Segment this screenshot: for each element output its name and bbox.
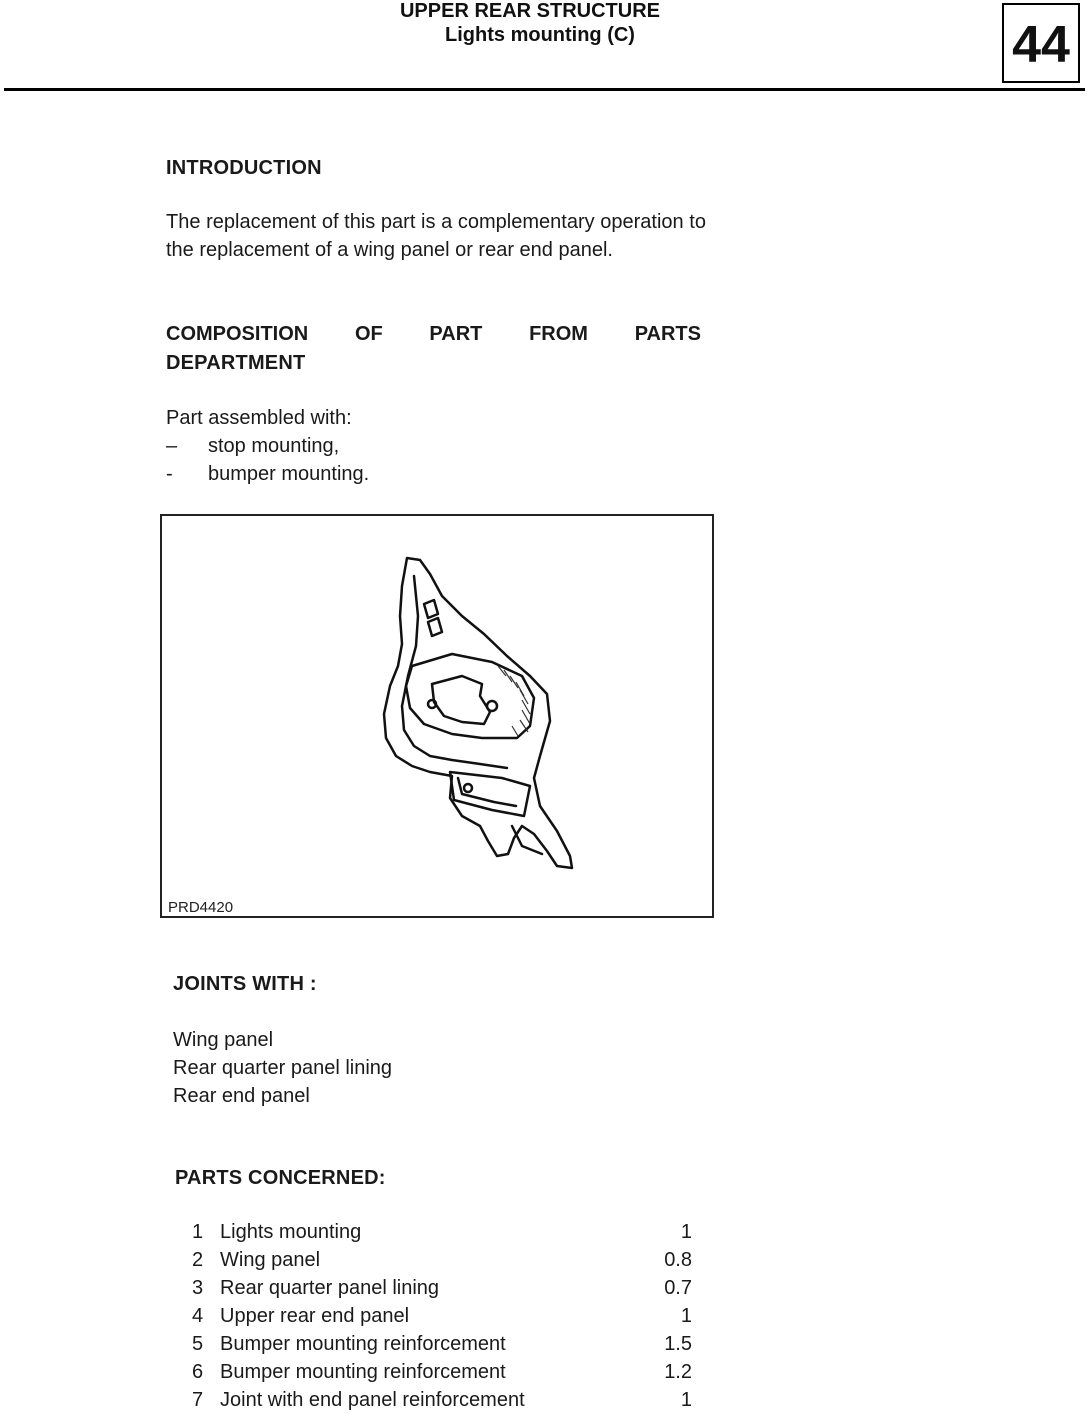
composition-heading-word: FROM xyxy=(529,323,588,345)
joints-heading: JOINTS WITH : xyxy=(173,973,317,995)
list-item-text: bumper mounting. xyxy=(208,463,370,485)
row-label: Bumper mounting reinforcement xyxy=(220,1361,506,1383)
bullet-marker: – xyxy=(166,435,178,457)
composition-heading-line2: DEPARTMENT xyxy=(166,352,306,374)
composition-heading-word: PARTS xyxy=(634,323,701,345)
list-item xyxy=(166,460,369,488)
figure-caption: PRD4420 xyxy=(168,899,234,916)
list-item-text: stop mounting, xyxy=(208,435,340,457)
header-divider xyxy=(4,88,1085,91)
row-label: Bumper mounting reinforcement xyxy=(220,1333,506,1355)
introduction-text: The replacement of this part is a complementary operation to the replacement of a wing panel or rear end panel. xyxy=(166,211,706,261)
table-row xyxy=(192,1386,692,1414)
table-row xyxy=(192,1218,692,1246)
row-number: 3 xyxy=(192,1277,204,1299)
table-row xyxy=(192,1358,692,1386)
joint-item: Wing panel xyxy=(173,1029,274,1051)
row-number: 6 xyxy=(192,1361,204,1383)
table-row xyxy=(192,1246,692,1274)
header-title: UPPER REAR STRUCTURE xyxy=(399,0,661,22)
row-quantity: 1 xyxy=(680,1389,692,1411)
composition-heading xyxy=(166,320,701,348)
row-quantity: 1.5 xyxy=(664,1333,692,1355)
joint-item: Rear quarter panel lining xyxy=(173,1057,393,1079)
part-figure xyxy=(160,514,714,918)
row-label: Rear quarter panel lining xyxy=(220,1277,440,1299)
table-row xyxy=(192,1274,692,1302)
composition-intro: Part assembled with: xyxy=(166,407,352,429)
row-number: 5 xyxy=(192,1333,204,1355)
table-row xyxy=(192,1330,692,1358)
header-subtitle: Lights mounting (C) xyxy=(445,24,635,46)
row-number: 1 xyxy=(192,1221,204,1243)
row-label: Joint with end panel reinforcement xyxy=(220,1389,525,1411)
joint-item: Rear end panel xyxy=(173,1085,310,1107)
row-quantity: 0.7 xyxy=(664,1277,692,1299)
composition-heading-word: OF xyxy=(354,323,383,345)
row-quantity: 1.2 xyxy=(664,1361,692,1383)
section-number-box: 44 xyxy=(1002,3,1080,83)
introduction-heading: INTRODUCTION xyxy=(166,157,322,179)
bullet-marker: - xyxy=(166,463,173,485)
row-number: 4 xyxy=(192,1305,204,1327)
composition-heading-word: PART xyxy=(429,323,483,345)
row-number: 2 xyxy=(192,1249,204,1271)
lights-mounting-drawing xyxy=(162,516,712,916)
row-label: Wing panel xyxy=(220,1249,321,1271)
parts-concerned-heading: PARTS CONCERNED: xyxy=(175,1167,386,1189)
row-label: Upper rear end panel xyxy=(220,1305,410,1327)
row-quantity: 1 xyxy=(680,1305,692,1327)
table-row xyxy=(192,1302,692,1330)
list-item xyxy=(166,432,339,460)
row-label: Lights mounting xyxy=(220,1221,362,1243)
row-number: 7 xyxy=(192,1389,204,1411)
row-quantity: 1 xyxy=(680,1221,692,1243)
composition-heading-word: COMPOSITION xyxy=(166,323,309,345)
row-quantity: 0.8 xyxy=(664,1249,692,1271)
parts-table xyxy=(192,1218,692,1414)
